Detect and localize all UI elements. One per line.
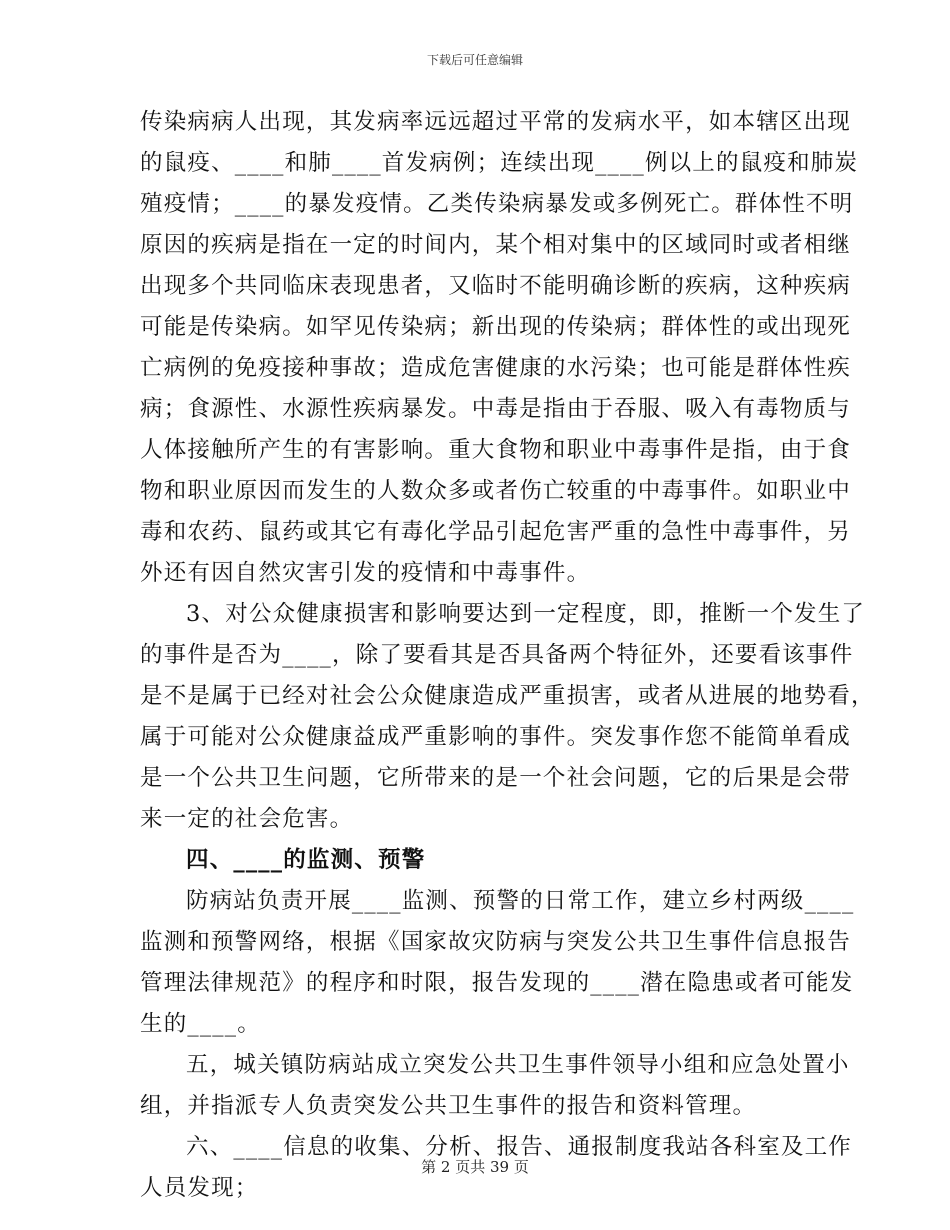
document-body <box>140 102 875 1209</box>
body-line: 原因的疾病是指在一定的时间内，某个相对集中的区域同时或者相继 <box>140 232 852 258</box>
body-line: 外还有因自然灾害引发的疫情和中毒事件。 <box>140 560 591 586</box>
body-line: 3、对公众健康损害和影响要达到一定程度，即，推断一个发生了 <box>186 601 866 627</box>
body-line: 的事件是否为____，除了要看其是否具备两个特征外，还要看该事件 <box>140 642 854 668</box>
body-line: 物和职业原因而发生的人数众多或者伤亡较重的中毒事件。如职业中 <box>140 478 852 504</box>
page-footer: 第 2 页共 39 页 <box>421 1158 529 1176</box>
body-line: 亡病例的免疫接种事故；造成危害健康的水污染；也可能是群体性疾 <box>140 355 852 381</box>
body-line: 防病站负责开展____监测、预警的日常工作，建立乡村两级____ <box>186 888 855 914</box>
section-heading: 四、____的监测、预警 <box>186 847 426 873</box>
body-line: 来一定的社会危害。 <box>140 806 354 832</box>
body-line: 属于可能对公众健康益成严重影响的事件。突发事作您不能简单看成 <box>140 724 852 750</box>
body-line: 五，城关镇防病站成立突发公共卫生事件领导小组和应急处置小 <box>186 1052 850 1078</box>
body-line: 六、____信息的收集、分析、报告、通报制度我站各科室及工作 <box>186 1134 853 1160</box>
body-line: 病；食源性、水源性疾病暴发。中毒是指由于吞服、吸入有毒物质与 <box>140 396 852 422</box>
body-line: 传染病病人出现，其发病率远远超过平常的发病水平，如本辖区出现 <box>140 109 852 135</box>
body-line: 毒和农药、鼠药或其它有毒化学品引起危害严重的急性中毒事件，另 <box>140 519 852 545</box>
body-line: 人员发现； <box>140 1175 259 1201</box>
body-line: 是一个公共卫生问题，它所带来的是一个社会问题，它的后果是会带 <box>140 765 852 791</box>
body-line: 出现多个共同临床表现患者，又临时不能明确诊断的疾病，这种疾病 <box>140 273 852 299</box>
body-line: 是不是属于已经对社会公众健康造成严重损害，或者从进展的地势看， <box>140 683 875 709</box>
body-line: 人体接触所产生的有害影响。重大食物和职业中毒事件是指，由于食 <box>140 437 852 463</box>
body-line: 组，并指派专人负责突发公共卫生事件的报告和资料管理。 <box>140 1093 757 1119</box>
page-header: 下载后可任意编辑 <box>426 53 523 67</box>
body-line: 的鼠疫、____和肺____首发病例；连续出现____例以上的鼠疫和肺炭 <box>140 150 859 176</box>
body-line: 殖疫情；____的暴发疫情。乙类传染病暴发或多例死亡。群体性不明 <box>140 191 854 217</box>
body-line: 生的____。 <box>140 1011 261 1037</box>
body-line: 可能是传染病。如罕见传染病；新出现的传染病；群体性的或出现死 <box>140 314 852 340</box>
body-line: 管理法律规范》的程序和时限，报告发现的____潜在隐患或者可能发 <box>140 970 854 996</box>
body-line: 监测和预警网络，根据《国家故灾防病与突发公共卫生事件信息报告 <box>140 929 852 955</box>
